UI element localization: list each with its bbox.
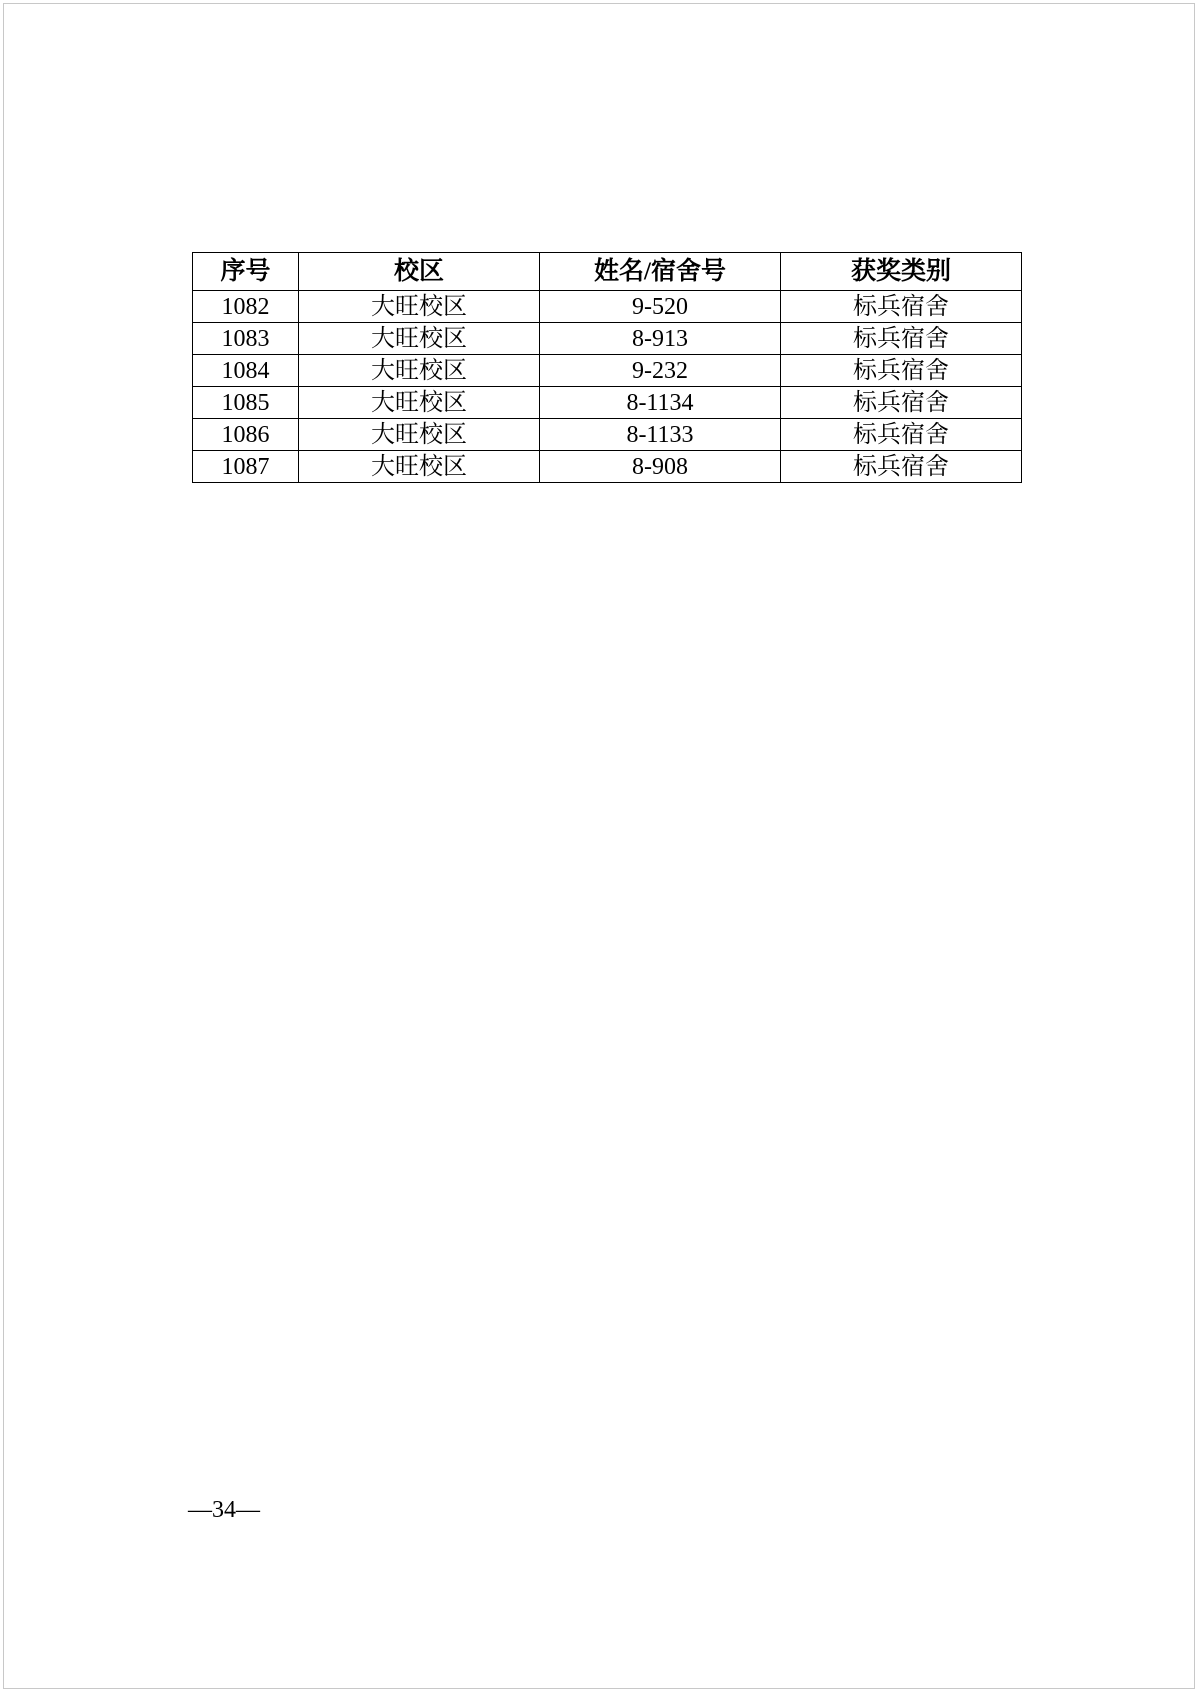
table-row (193, 355, 1022, 387)
cell-room: 9-520 (540, 291, 781, 323)
cell-room: 8-913 (540, 323, 781, 355)
cell-award: 标兵宿舍 (781, 451, 1022, 483)
cell-seq: 1086 (193, 419, 299, 451)
cell-room: 8-908 (540, 451, 781, 483)
header-seq: 序号 (193, 253, 299, 291)
cell-award: 标兵宿舍 (781, 419, 1022, 451)
table-header-row (193, 253, 1022, 291)
cell-award: 标兵宿舍 (781, 323, 1022, 355)
cell-room: 9-232 (540, 355, 781, 387)
header-campus: 校区 (299, 253, 540, 291)
cell-award: 标兵宿舍 (781, 387, 1022, 419)
cell-campus: 大旺校区 (299, 323, 540, 355)
page-number: —34— (188, 1497, 260, 1523)
cell-seq: 1084 (193, 355, 299, 387)
cell-award: 标兵宿舍 (781, 355, 1022, 387)
cell-seq: 1083 (193, 323, 299, 355)
header-name-room: 姓名/宿舍号 (540, 253, 781, 291)
table-row (193, 291, 1022, 323)
cell-room: 8-1133 (540, 419, 781, 451)
cell-campus: 大旺校区 (299, 451, 540, 483)
cell-seq: 1082 (193, 291, 299, 323)
award-table (192, 252, 1022, 483)
cell-seq: 1085 (193, 387, 299, 419)
cell-room: 8-1134 (540, 387, 781, 419)
cell-campus: 大旺校区 (299, 291, 540, 323)
cell-seq: 1087 (193, 451, 299, 483)
table-row (193, 419, 1022, 451)
cell-campus: 大旺校区 (299, 419, 540, 451)
header-award-category: 获奖类别 (781, 253, 1022, 291)
cell-award: 标兵宿舍 (781, 291, 1022, 323)
cell-campus: 大旺校区 (299, 387, 540, 419)
table-row (193, 451, 1022, 483)
cell-campus: 大旺校区 (299, 355, 540, 387)
table-row (193, 323, 1022, 355)
table-row (193, 387, 1022, 419)
